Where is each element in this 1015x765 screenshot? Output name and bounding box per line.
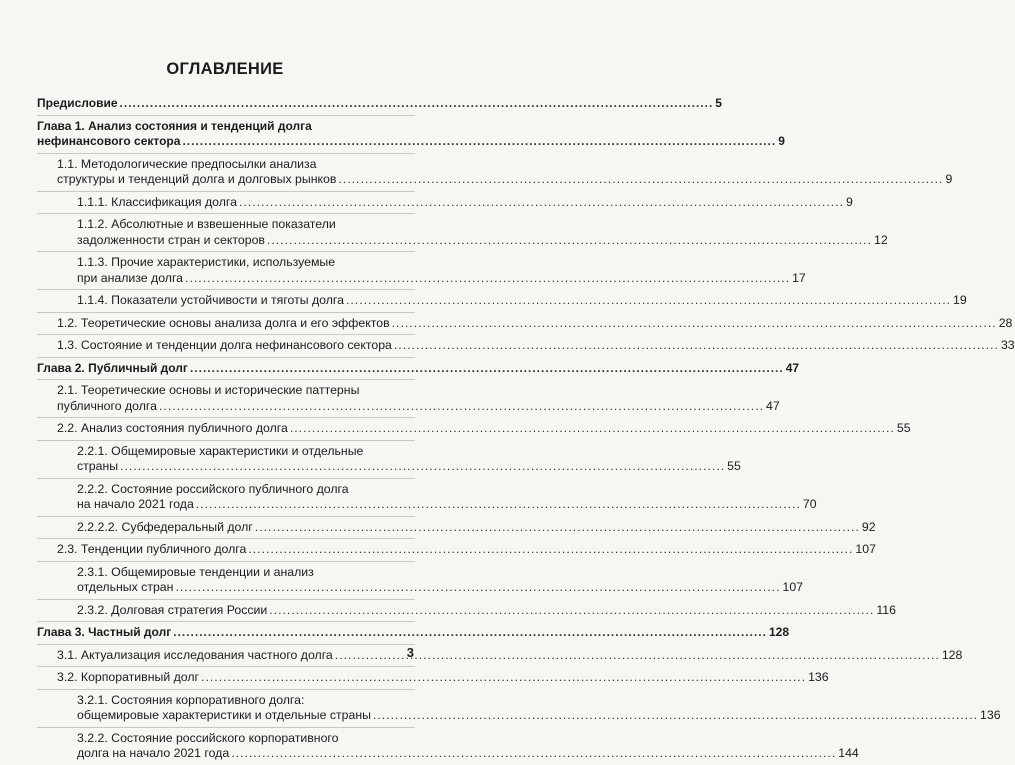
dot-leader	[394, 338, 999, 354]
toc-entry-text: страны	[77, 459, 119, 473]
toc-entry-text: Глава 1. Анализ состояния и тенденций долга	[37, 118, 312, 133]
toc-entry-page: 92	[861, 519, 876, 534]
toc-entry-text: 2.3.2. Долговая стратегия России	[77, 602, 268, 617]
toc-entry-text: 2.2.1. Общемировые характеристики и отдельные	[77, 443, 364, 458]
toc-entry	[37, 727, 859, 762]
toc-entry-page: 144	[838, 746, 859, 760]
toc-entry-page: 116	[876, 602, 896, 617]
toc-entry-text: 2.1. Теоретические основы и исторические паттерны	[57, 383, 360, 397]
toc-entry-text: 2.2.2.2. Субфедеральный долг	[77, 519, 253, 534]
toc-entry	[37, 251, 806, 286]
toc-entry-text: нефинансового сектора	[37, 134, 181, 148]
toc-entry-text: 1.1. Методологические предпосылки анализа	[57, 156, 317, 171]
toc-entry-text: 1.1.4. Показатели устойчивости и тяготы долга	[77, 293, 344, 307]
toc-entry-page: 70	[802, 497, 817, 511]
toc-entry-text: 3.2.1. Состояния корпоративного долга:	[77, 692, 305, 707]
toc-entry-page: 33	[1000, 338, 1015, 352]
toc-entry	[37, 417, 911, 437]
page-number: 3	[406, 645, 414, 660]
toc-entry-text: отдельных стран	[77, 580, 174, 594]
toc-entry-text: 1.3. Состояние и тенденции долга нефинансового сектора	[57, 338, 392, 352]
toc-entry-text: Глава 3. Частный долг	[37, 625, 172, 639]
toc-entry-text: долга на начало 2021 года	[77, 746, 230, 760]
toc-entry-page: 12	[874, 232, 888, 247]
toc-entry-text: 3.2. Корпоративный долг	[57, 670, 200, 684]
dot-leader	[173, 625, 767, 641]
toc-entry-page: 17	[792, 270, 806, 285]
toc-entry-text: 3.1. Актуализация исследования частного долга	[57, 647, 333, 662]
dot-leader	[201, 670, 806, 686]
dot-leader	[290, 421, 895, 437]
toc-entry	[37, 538, 876, 558]
toc-entry-page: 5	[715, 96, 722, 110]
toc-entry-page: 28	[998, 315, 1013, 330]
toc-entry-page: 136	[808, 670, 829, 684]
toc-entry-text: задолженности стран и секторов	[77, 232, 265, 247]
toc-entry	[37, 689, 1001, 724]
toc-entry-text: на начало 2021 года	[77, 497, 194, 511]
toc-entry-text: 2.2.2. Состояние российского публичного долга	[77, 481, 349, 496]
toc-entry-page: 9	[945, 172, 953, 186]
toc-entry-page: 55	[896, 421, 911, 435]
dot-leader	[185, 271, 790, 287]
toc-entry	[37, 357, 800, 377]
dot-leader	[182, 134, 776, 150]
dot-leader	[248, 542, 853, 558]
toc-entry-page: 47	[785, 360, 800, 375]
toc-entry	[37, 561, 804, 596]
dot-leader	[190, 361, 784, 377]
dot-leader	[346, 293, 951, 309]
dot-leader	[175, 580, 780, 596]
toc-entry-text: при анализе долга	[77, 270, 184, 285]
toc-entry-page: 128	[941, 647, 963, 662]
toc-entry	[37, 115, 785, 150]
toc-entry	[37, 516, 876, 536]
toc-entry-text: 1.1.3. Прочие характеристики, используемые	[77, 255, 336, 269]
toc-entry-text: 3.2.2. Состояние российского корпоративного	[77, 730, 339, 745]
toc-entry	[37, 621, 789, 641]
dot-leader	[373, 708, 978, 724]
dot-leader	[335, 648, 940, 664]
dot-leader	[338, 172, 943, 188]
toc-entry-text: 1.1.2. Абсолютные и взвешенные показатели	[77, 217, 336, 231]
dot-leader	[159, 399, 764, 415]
dot-leader	[267, 233, 872, 249]
toc-entry-text: публичного долга	[57, 398, 157, 413]
toc-entry	[37, 312, 1013, 332]
toc-entry-text: Предисловие	[37, 96, 118, 110]
toc-entry-text: 2.3.1. Общемировые тенденции и анализ	[77, 564, 314, 579]
toc-entry	[37, 153, 953, 188]
toc-entry-page: 9	[778, 134, 785, 148]
dot-leader	[392, 316, 997, 332]
toc-entry-text: 2.2. Анализ состояния публичного долга	[57, 421, 288, 435]
toc-entry-text: структуры и тенденций долга и долговых рынков	[57, 172, 337, 186]
dot-leader	[120, 459, 725, 475]
dot-leader	[120, 96, 714, 112]
dot-leader	[239, 195, 844, 211]
toc-entry	[37, 191, 853, 211]
page-title: ОГЛАВЛЕНИЕ	[166, 60, 284, 78]
toc-entry-page: 107	[855, 542, 876, 556]
toc-entry	[37, 644, 963, 664]
toc-entry	[37, 379, 780, 414]
toc-entry-text: 1.1.1. Классификация долга	[77, 194, 237, 209]
toc-entry-page: 136	[980, 708, 1001, 722]
table-of-contents	[37, 96, 1015, 765]
toc-entry-page: 47	[766, 398, 780, 413]
toc-entry-text: 2.3. Тенденции публичного долга	[57, 542, 247, 556]
toc-entry-page: 9	[846, 194, 853, 209]
dot-leader	[231, 746, 836, 762]
toc-entry-text: 1.2. Теоретические основы анализа долга и его эффектов	[57, 315, 390, 330]
toc-entry-page: 128	[768, 625, 789, 639]
dot-leader	[196, 497, 801, 513]
toc-entry	[37, 478, 817, 513]
toc-entry	[37, 666, 829, 686]
dot-leader	[255, 520, 860, 536]
toc-entry	[37, 96, 722, 112]
toc-entry	[37, 334, 1015, 354]
toc-entry	[37, 289, 967, 309]
toc-entry-page: 19	[953, 293, 967, 307]
dot-leader	[269, 603, 874, 619]
toc-entry-text: Глава 2. Публичный долг	[37, 360, 188, 375]
toc-entry	[37, 440, 741, 475]
toc-entry	[37, 599, 896, 619]
toc-entry-page: 55	[727, 459, 741, 473]
toc-entry-text: общемировые характеристики и отдельные страны	[77, 708, 371, 722]
toc-entry	[37, 213, 888, 248]
toc-entry-page: 107	[782, 580, 804, 594]
